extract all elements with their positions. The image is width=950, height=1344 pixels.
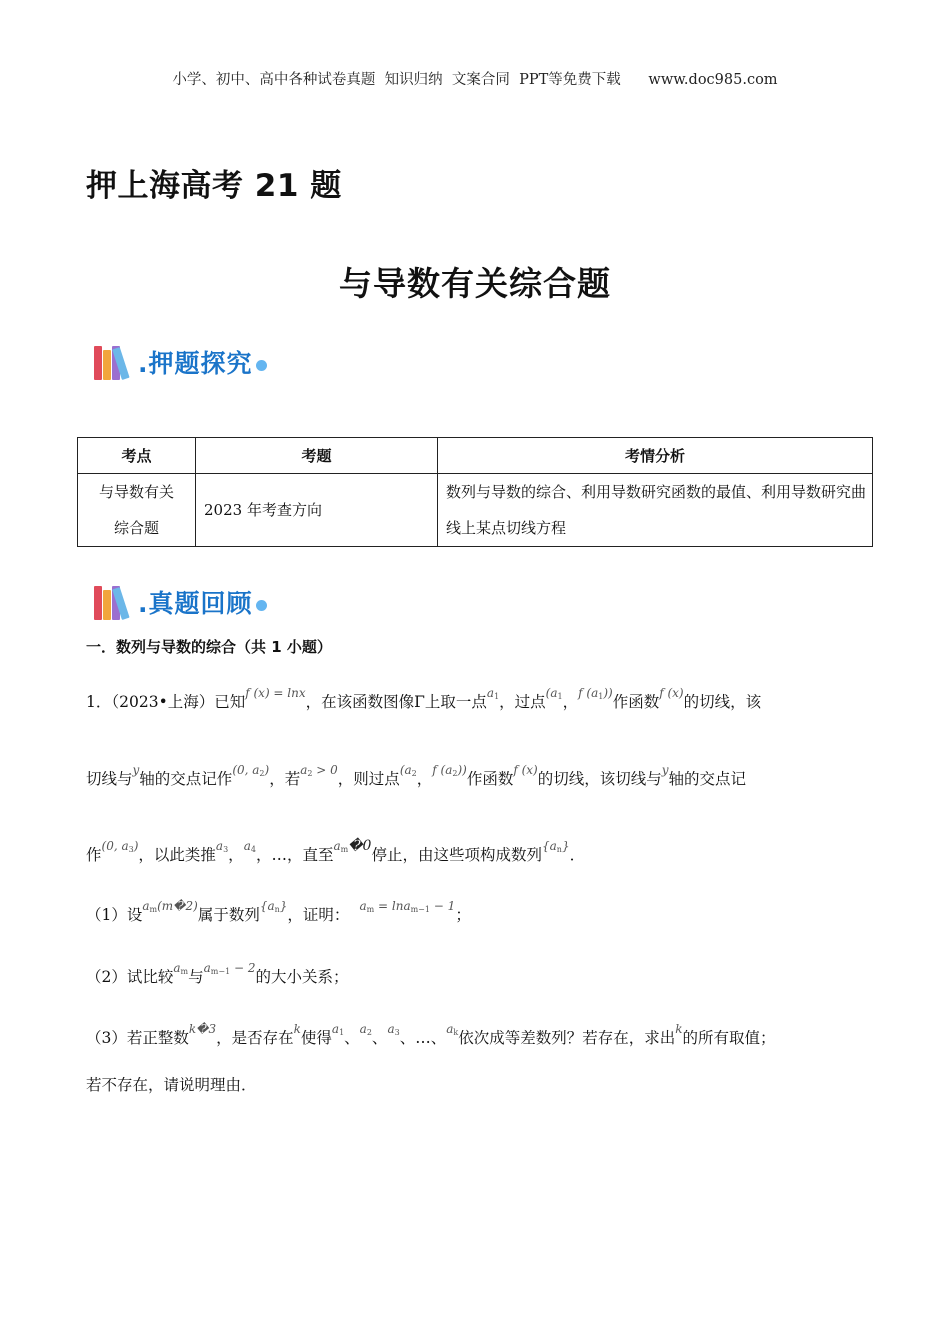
text: ，则过点 <box>337 770 400 788</box>
text: ， <box>562 693 579 711</box>
math-expression: a1 <box>331 1022 345 1037</box>
question-3-continued: 若不存在，请说明理由． <box>86 1076 257 1094</box>
table-cell-exam: 2023 年考查方向 <box>196 474 438 547</box>
text: 、 <box>399 1029 416 1047</box>
math-expression: f (x) <box>513 763 538 777</box>
problem-source: （2023•上海） <box>111 693 215 711</box>
question-1 <box>86 899 471 925</box>
math-expression: {an} <box>259 899 288 914</box>
table-cell-analysis: 数列与导数的综合、利用导数研究函数的最值、利用导数研究曲线上某点切线方程 <box>438 474 873 547</box>
table-header-topic: 考点 <box>78 438 196 474</box>
page-header: 小学、初中、高中各种试卷真题 知识归纳 文案合同 PPT等免费下载 www.doc985.com <box>172 72 778 88</box>
problem-number: 1． <box>86 693 112 711</box>
math-expression: f (a2)) <box>432 763 467 778</box>
text: 作函数 <box>466 770 514 788</box>
math-expression: a3 <box>215 839 229 854</box>
text: 依次成等差数列？若存在，求出 <box>458 1029 676 1047</box>
text: ； <box>455 906 471 924</box>
math-expression: ak <box>446 1022 459 1037</box>
math-expression: (a2 <box>399 763 417 778</box>
math-expression: a3 <box>387 1022 400 1037</box>
text: 停止，由这些项构成数列 <box>371 846 542 864</box>
dot-icon <box>256 600 267 611</box>
math-expression: f (x) = lnx <box>245 686 306 700</box>
math-expression: am <box>173 961 189 976</box>
banner-past-questions <box>92 580 267 624</box>
math-expression: a1 <box>486 686 500 701</box>
question-2 <box>86 961 349 987</box>
math-expression: f (x) <box>659 686 684 700</box>
text: 属于数列 <box>197 906 260 924</box>
text: 的大小关系； <box>255 968 349 986</box>
text: 的所有取值； <box>682 1029 776 1047</box>
text: 作 <box>86 846 102 864</box>
text: ，在该函数图像Γ上取一点 <box>305 693 487 711</box>
math-expression: y <box>132 763 140 777</box>
text: 已知 <box>214 693 246 711</box>
text: 作函数 <box>612 693 660 711</box>
math-expression: y <box>661 763 669 777</box>
problem-line-2 <box>86 763 747 789</box>
text: 、 <box>344 1029 360 1047</box>
text: 与 <box>188 968 204 986</box>
math-expression: k <box>293 1022 301 1036</box>
table-cell-topic: 与导数有关综合题 <box>78 474 196 547</box>
text: （2）试比较 <box>86 968 174 986</box>
text: ． <box>569 846 586 864</box>
page-subtitle: 与导数有关综合题 <box>339 264 611 303</box>
table-row <box>78 474 873 547</box>
math-expression: a4 <box>243 839 256 854</box>
section-heading: 一．数列与导数的综合（共 1 小题） <box>86 638 332 656</box>
text: … <box>415 1029 431 1047</box>
text: 、 <box>430 1029 447 1047</box>
dot-icon <box>256 360 267 371</box>
text: ，…，直至 <box>255 846 334 864</box>
text: （3）若正整数 <box>86 1029 189 1047</box>
text: 的切线，该 <box>683 693 762 711</box>
math-expression: a2 > 0 <box>300 763 338 778</box>
math-expression: (a1 <box>545 686 563 701</box>
text: ，若 <box>269 770 301 788</box>
math-expression: am−1 − 2 <box>203 961 256 976</box>
text: 使得 <box>300 1029 332 1047</box>
text: 轴的交点记 <box>668 770 747 788</box>
text: ，过点 <box>499 693 546 711</box>
page-title: 押上海高考 21 题 <box>86 168 342 204</box>
problem-line-1 <box>86 686 762 712</box>
text: ， <box>228 846 244 864</box>
math-expression: am(m�2) <box>142 899 198 914</box>
books-icon <box>92 582 136 622</box>
banner-exam-prediction <box>92 340 267 384</box>
math-expression: f (a1)) <box>578 686 613 701</box>
text: ，是否存在 <box>216 1029 294 1047</box>
math-expression: (0, a2) <box>232 763 270 778</box>
text: （1）设 <box>86 906 143 924</box>
math-expression: am = lnam−1 − 1 <box>359 899 456 914</box>
math-expression: a2 <box>359 1022 372 1037</box>
text: 轴的交点记作 <box>139 770 233 788</box>
question-3 <box>86 1022 776 1048</box>
problem-line-3 <box>86 838 586 865</box>
table-header-analysis: 考情分析 <box>438 438 873 474</box>
text: ，以此类推 <box>138 846 216 864</box>
math-expression: {an} <box>541 839 570 854</box>
books-icon <box>92 342 136 382</box>
banner-label: .真题回顾 <box>138 589 253 618</box>
text: 切线与 <box>86 770 133 788</box>
math-expression: k�3 <box>188 1022 217 1036</box>
table-header-row <box>78 438 873 474</box>
banner-label: .押题探究 <box>138 349 253 378</box>
table-header-exam: 考题 <box>196 438 438 474</box>
text: ，证明： <box>287 906 350 924</box>
math-expression: k <box>675 1022 683 1036</box>
text: 的切线，该切线与 <box>537 770 662 788</box>
math-expression: am�0 <box>333 838 372 854</box>
text: ， <box>416 770 433 788</box>
text: 、 <box>371 1029 388 1047</box>
math-expression: (0, a3) <box>101 839 139 854</box>
exam-analysis-table <box>77 437 873 547</box>
